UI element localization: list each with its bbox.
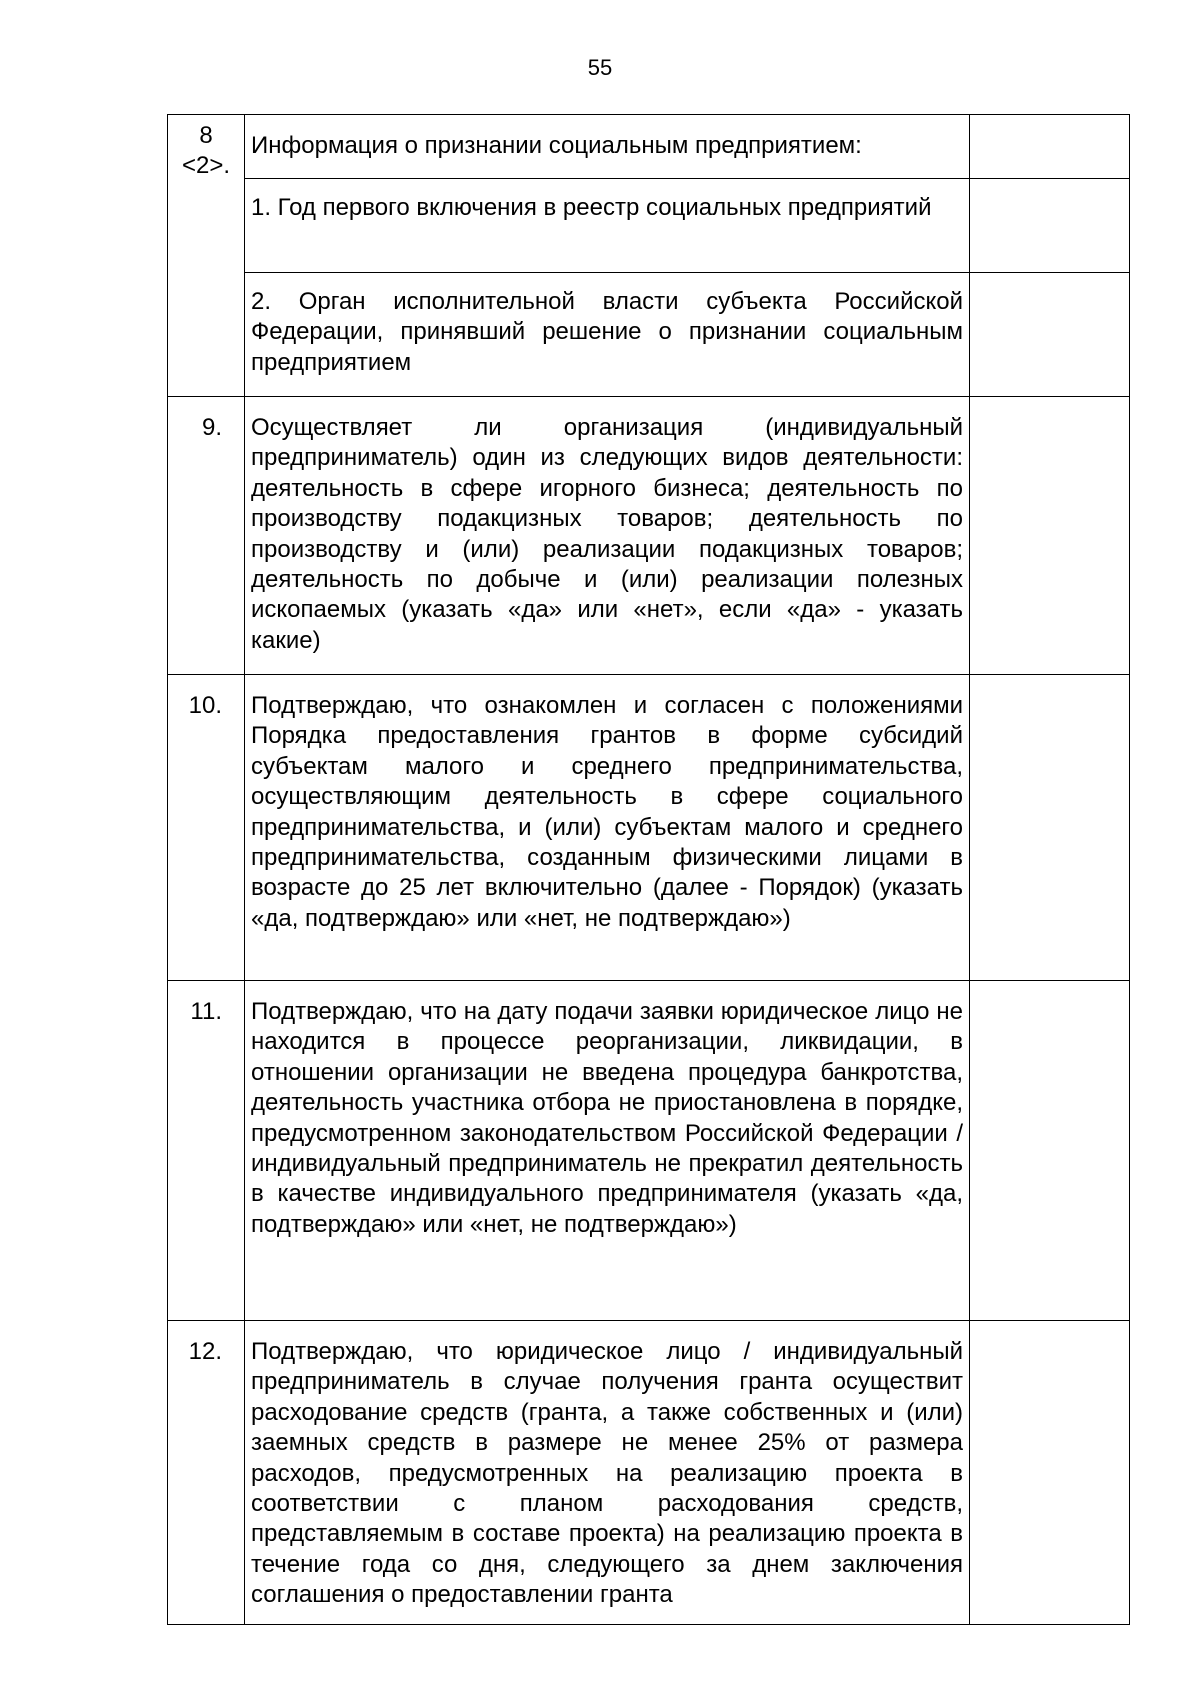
row-text: 2. Орган исполнительной власти субъекта Российской Федерации, принявший решение о признании социальным предприятием <box>245 273 970 397</box>
row-text: Подтверждаю, что на дату подачи заявки юридическое лицо не находится в процессе реорганизации, ликвидации, в отношении организации не введена процедура банкротства, деятельность участника отбора не приостановлена в порядке, предусмотренном законодательством Российской Федерации / индивидуальный предприниматель не прекратил деятельность в качестве индивидуального предпринимателя (указать «да, подтверждаю» или «нет, не подтверждаю») <box>245 981 970 1321</box>
table-row <box>168 397 1130 675</box>
answer-cell[interactable] <box>970 273 1130 397</box>
table-row <box>168 179 1130 273</box>
row-text: Подтверждаю, что юридическое лицо / индивидуальный предприниматель в случае получения гранта осуществит расходование средств (гранта, а также собственных и (или) заемных средств в размере не менее 25% от размера расходов, предусмотренных на реализацию проекта в соответствии с планом расходования средств, представляемым в составе проекта) на реализацию проекта в течение года со дня, следующего за днем заключения соглашения о предоставлении гранта <box>245 1321 970 1625</box>
answer-cell[interactable] <box>970 179 1130 273</box>
table-row <box>168 981 1130 1321</box>
row-number: 12. <box>168 1321 245 1625</box>
row-number: 10. <box>168 675 245 981</box>
row-number: 9. <box>168 397 245 675</box>
answer-cell[interactable] <box>970 675 1130 981</box>
table-row <box>168 273 1130 397</box>
table-row <box>168 115 1130 179</box>
row-number-line-1: 8 <box>199 122 213 149</box>
answer-cell[interactable] <box>970 1321 1130 1625</box>
row-number: 11. <box>168 981 245 1321</box>
row-number-line-2: <2>. <box>181 152 231 179</box>
table-row <box>168 1321 1130 1625</box>
page-number: 55 <box>587 55 613 80</box>
row-text: Подтверждаю, что ознакомлен и согласен с положениями Порядка предоставления грантов в форме субсидий субъектам малого и среднего предпринимательства, осуществляющим деятельность в сфере социального предпринимательства, и (или) субъектам малого и среднего предпринимательства, созданным физическими лицами в возрасте до 25 лет включительно (далее - Порядок) (указать «да, подтверждаю» или «нет, не подтверждаю») <box>245 675 970 981</box>
answer-cell[interactable] <box>970 115 1130 179</box>
answer-cell[interactable] <box>970 397 1130 675</box>
table-row <box>168 675 1130 981</box>
row-text: Осуществляет ли организация (индивидуальный предприниматель) один из следующих видов деятельности: деятельность в сфере игорного бизнеса; деятельность по производству подакцизных товаров; деятельность по производству и (или) реализации подакцизных товаров; деятельность по добыче и (или) реализации полезных ископаемых (указать «да» или «нет», если «да» - указать какие) <box>245 397 970 675</box>
application-form-table <box>167 114 1130 1625</box>
row-text: Информация о признании социальным предприятием: <box>245 115 970 179</box>
row-text: 1. Год первого включения в реестр социальных предприятий <box>245 179 970 273</box>
row-number <box>168 115 245 397</box>
answer-cell[interactable] <box>970 981 1130 1321</box>
